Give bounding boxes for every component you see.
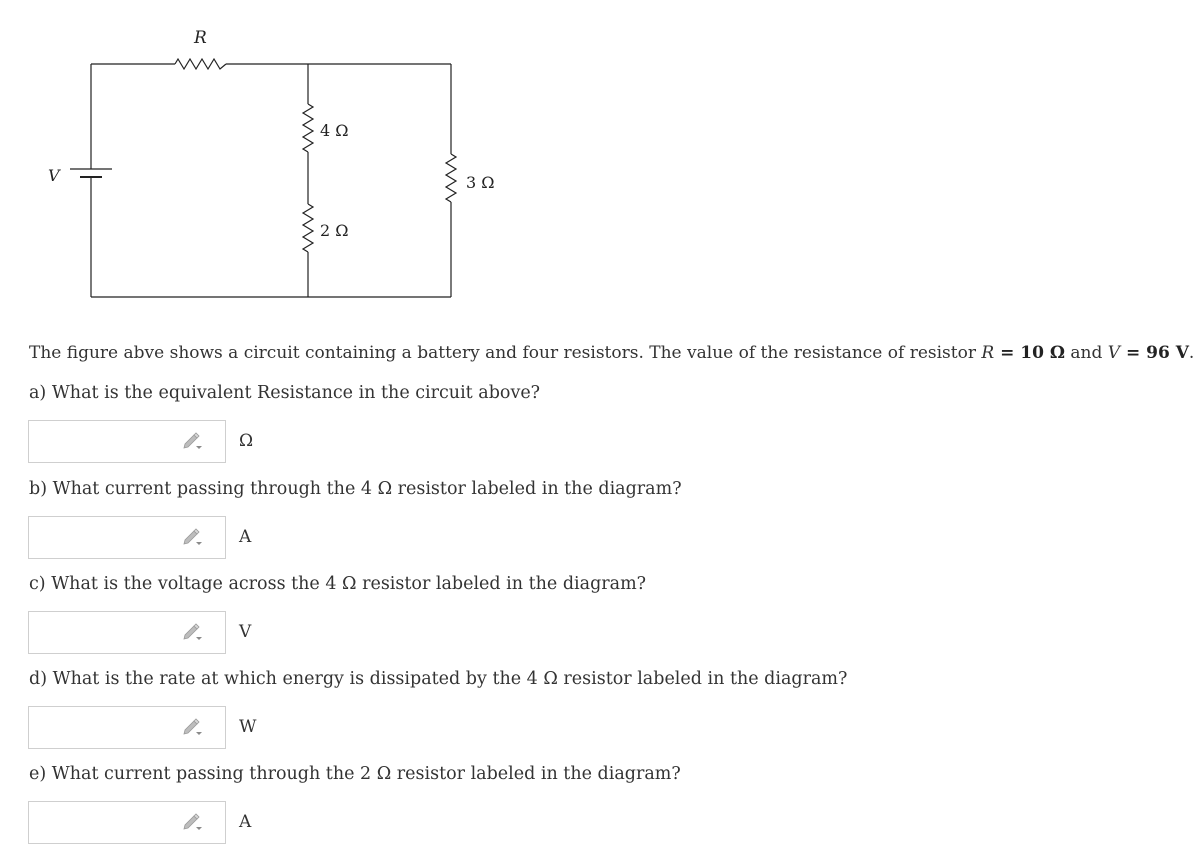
unit-c: V [239,622,252,642]
question-d: d) What is the rate at which energy is dissipated by the 4 Ω resistor labeled in the diagram? [29,669,848,689]
answer-box-a [28,420,226,463]
v-value: = 96 V [1120,343,1189,363]
pencil-icon[interactable] [181,812,205,834]
question-e: e) What current passing through the 2 Ω resistor labeled in the diagram? [29,764,681,784]
unit-b: A [239,527,252,547]
label-v: V [48,166,60,185]
pencil-icon[interactable] [181,622,205,644]
answer-input-e[interactable] [31,804,175,842]
answer-input-a[interactable] [31,423,175,461]
resistor-2ohm [303,204,313,252]
unit-a: Ω [239,431,254,451]
resistor-4ohm [303,104,313,152]
answer-box-d [28,706,226,749]
answer-box-e [28,801,226,844]
pencil-icon[interactable] [181,431,205,453]
r-symbol: R [981,343,995,363]
answer-box-c [28,611,226,654]
resistor-r [175,59,226,69]
pencil-icon[interactable] [181,527,205,549]
label-r: R [194,28,207,48]
pencil-icon[interactable] [181,717,205,739]
answer-input-b[interactable] [31,519,175,557]
label-2ohm: 2 Ω [320,221,349,240]
question-a: a) What is the equivalent Resistance in the circuit above? [29,383,541,403]
answer-input-c[interactable] [31,614,175,652]
label-4ohm: 4 Ω [320,121,349,140]
answer-input-d[interactable] [31,709,175,747]
label-3ohm: 3 Ω [466,173,495,192]
circuit-diagram [0,0,560,320]
problem-statement: The figure abve shows a circuit containing a battery and four resistors. The value of the resistance of resistor R = 10 Ω and V = 96 V. [29,343,1194,363]
question-c: c) What is the voltage across the 4 Ω resistor labeled in the diagram? [29,574,647,594]
r-value: = 10 Ω [994,343,1065,363]
unit-d: W [239,717,257,737]
v-symbol: V [1107,343,1121,363]
answer-box-b [28,516,226,559]
resistor-3ohm [446,154,456,202]
unit-e: A [239,812,252,832]
question-b: b) What current passing through the 4 Ω resistor labeled in the diagram? [29,479,682,499]
